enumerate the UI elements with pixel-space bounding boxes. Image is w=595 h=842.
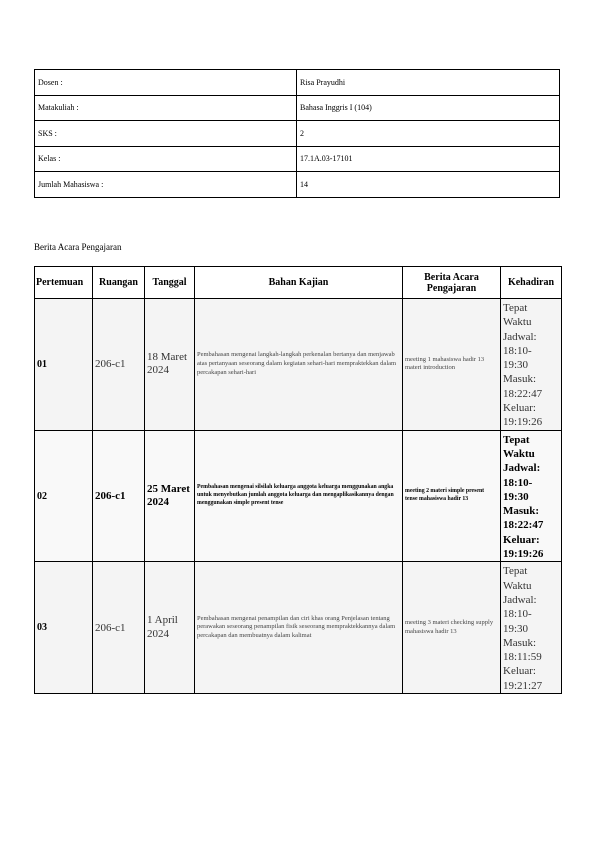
attendance-line: 19:30 (503, 490, 529, 503)
info-row (35, 146, 560, 172)
info-row (35, 95, 560, 121)
study-material: Pembahasan mengenai langkah-langkah perkenalan bertanya dan menjawab atas pertanyaan seseorang dalam kegiatan sehari-hari mempraktekkan dalam percakapan sehari-hari (195, 299, 403, 431)
attendance-line: 18:10- (503, 476, 533, 489)
room: 206-c1 (93, 430, 145, 562)
attendance (501, 430, 562, 562)
attendance-line: Jadwal: (503, 593, 537, 606)
info-value: Bahasa Inggris I (104) (297, 95, 560, 121)
info-value: 14 (297, 172, 560, 198)
info-value: 2 (297, 121, 560, 147)
attendance-line: Jadwal: (503, 330, 537, 343)
attendance-line: 19:21:27 (503, 679, 543, 692)
attendance-line: Keluar: (503, 665, 536, 678)
section-title: Berita Acara Pengajaran (34, 242, 122, 252)
teaching-report: meeting 1 mahasiswa hadir 13 materi introduction (403, 299, 501, 431)
date: 18 Maret 2024 (145, 299, 195, 431)
attendance-line: 19:19:26 (503, 548, 544, 561)
header-berita-acara: Berita Acara Pengajaran (403, 267, 501, 299)
attendance-line: Keluar: (503, 533, 540, 546)
meeting-number: 01 (35, 299, 93, 431)
attendance-line: 18:22:47 (503, 387, 543, 400)
study-material: Pembahasan mengenai silsilah keluarga anggota keluarga menggunakan angka untuk menyebutkan jumlah anggota keluarga dan mengaplikasikannya dengan menggunakan simple present tense (195, 430, 403, 562)
info-label: Dosen : (35, 70, 297, 96)
attendance-line: 19:30 (503, 359, 529, 372)
teaching-report: meeting 3 materi checking supply mahasiswa hadir 13 (403, 562, 501, 694)
attendance-line: Tepat (503, 433, 530, 446)
teaching-report: meeting 2 materi simple present tense mahasiswa hadir 13 (403, 430, 501, 562)
table-row (35, 562, 562, 694)
attendance-line: 18:10- (503, 344, 532, 357)
attendance-line: Waktu (503, 316, 532, 329)
attendance-line: 19:30 (503, 622, 529, 635)
date: 1 April 2024 (145, 562, 195, 694)
attendance-line: 18:10- (503, 608, 532, 621)
table-row (35, 299, 562, 431)
info-label: Jumlah Mahasiswa : (35, 172, 297, 198)
info-row (35, 70, 560, 96)
header-pertemuan: Pertemuan (35, 267, 93, 299)
course-info-table (34, 69, 560, 198)
meeting-number: 02 (35, 430, 93, 562)
attendance-line: Waktu (503, 447, 535, 460)
table-header-row (35, 267, 562, 299)
attendance-line: Tepat (503, 565, 528, 578)
attendance-line: Masuk: (503, 636, 536, 649)
attendance (501, 562, 562, 694)
attendance-line: Masuk: (503, 373, 536, 386)
info-value: Risa Prayudhi (297, 70, 560, 96)
meeting-number: 03 (35, 562, 93, 694)
attendance (501, 299, 562, 431)
teaching-record-table (34, 266, 562, 694)
header-bahan-kajian: Bahan Kajian (195, 267, 403, 299)
table-row (35, 430, 562, 562)
date: 25 Maret 2024 (145, 430, 195, 562)
header-ruangan: Ruangan (93, 267, 145, 299)
header-kehadiran: Kehadiran (501, 267, 562, 299)
attendance-line: Masuk: (503, 505, 540, 518)
attendance-line: Tepat (503, 302, 528, 314)
info-row (35, 172, 560, 198)
info-value: 17.1A.03-17101 (297, 146, 560, 172)
attendance-line: Jadwal: (503, 462, 541, 475)
room: 206-c1 (93, 299, 145, 431)
info-label: SKS : (35, 121, 297, 147)
attendance-line: Keluar: (503, 402, 536, 415)
attendance-line: 18:22:47 (503, 519, 544, 532)
info-label: Kelas : (35, 146, 297, 172)
info-label: Matakuliah : (35, 95, 297, 121)
attendance-line: 18:11:59 (503, 651, 542, 664)
study-material: Pembahasan mengenai penampilan dan ciri khas orang Penjelasan tentang perawakan seseorang penampilan fisik seseorang mempraktekkannya dalam percakapan dan membuatnya dalam kalimat (195, 562, 403, 694)
attendance-line: 19:19:26 (503, 416, 543, 429)
room: 206-c1 (93, 562, 145, 694)
info-row (35, 121, 560, 147)
attendance-line: Waktu (503, 579, 532, 592)
header-tanggal: Tanggal (145, 267, 195, 299)
